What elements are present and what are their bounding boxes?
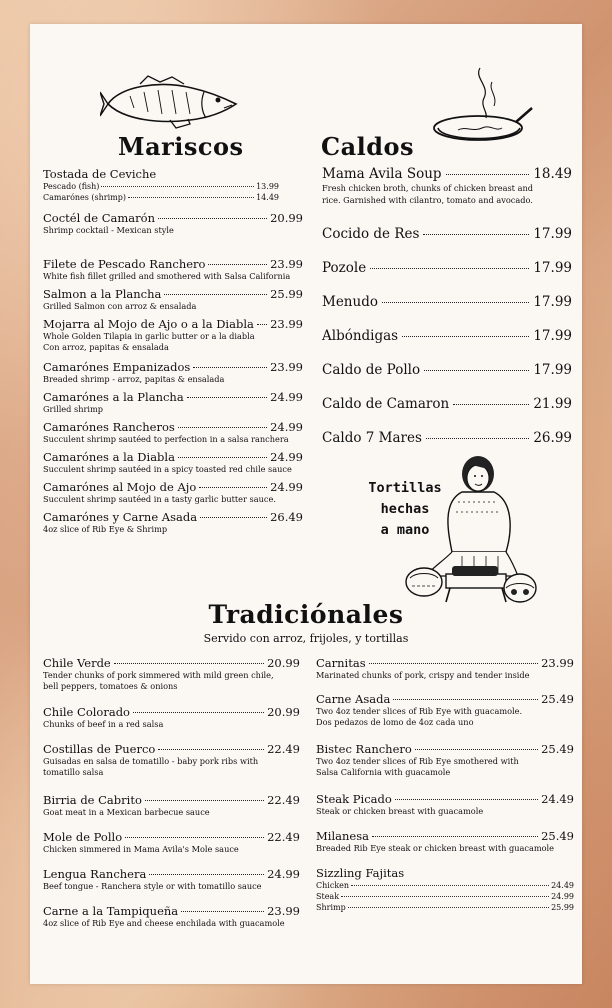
pan-icon <box>430 66 534 148</box>
menu-item: Camarónes a la Plancha 24.99 Grilled shrimp <box>43 390 303 414</box>
menu-item: Chile Verde 20.99 Tender chunks of pork simmered with mild green chile, bell peppers, tomatoes & onions <box>43 656 300 691</box>
fish-icon <box>100 74 242 130</box>
menu-item: Camarónes al Mojo de Ajo 24.99 Succulent shrimp sautéed in a tasty garlic butter sauce. <box>43 480 303 504</box>
menu-item: Camarónes a la Diabla 24.99 Succulent shrimp sautéed in a spicy toasted red chile sauce <box>43 450 303 474</box>
tortillas-callout: Tortillas hechas a mano <box>368 480 442 538</box>
menu-item: Filete de Pescado Ranchero 23.99 White fish fillet grilled and smothered with Salsa California <box>43 257 303 281</box>
menu-item: Camarónes Empanizados 23.99 Breaded shrimp - arroz, papitas & ensalada <box>43 360 303 384</box>
menu-item: Albóndigas 17.99 <box>322 328 572 344</box>
menu-item: Chile Colorado 20.99 Chunks of beef in a red salsa <box>43 705 300 729</box>
menu-item: Mama Avila Soup 18.49 Fresh chicken broth, chunks of chicken breast and rice. Garnished with cilantro, tomato and avocado. <box>322 166 572 205</box>
tradicionales-heading: Tradiciónales <box>208 600 404 629</box>
tradicionales-subtitle: Servido con arroz, frijoles, y tortillas <box>203 632 409 645</box>
menu-item: Pozole 17.99 <box>322 260 572 276</box>
sub-item: Chicken 24.49 <box>316 881 574 890</box>
menu-item: Salmon a la Plancha 25.99 Grilled Salmon con arroz & ensalada <box>43 287 303 311</box>
menu-item: Lengua Ranchera 24.99 Beef tongue - Ranchera style or with tomatillo sauce <box>43 867 300 891</box>
menu-item: Cocido de Res 17.99 <box>322 226 572 242</box>
menu-item: Steak Picado 24.49 Steak or chicken breast with guacamole <box>316 792 574 816</box>
sub-item: Steak 24.99 <box>316 892 574 901</box>
menu-item: Carne Asada 25.49 Two 4oz tender slices of Rib Eye with guacamole. Dos pedazos de lomo de 4oz cada uno <box>316 692 574 727</box>
menu-item: Costillas de Puerco 22.49 Guisadas en salsa de tomatillo - baby pork ribs with tomatillo salsa <box>43 742 300 777</box>
menu-item: Coctél de Camarón 20.99 Shrimp cocktail - Mexican style <box>43 211 303 235</box>
menu-item: Mole de Pollo 22.49 Chicken simmered in Mama Avila's Mole sauce <box>43 830 300 854</box>
menu-item <box>43 167 279 203</box>
menu-item: Carne a la Tampiqueña 23.99 4oz slice of Rib Eye and cheese enchilada with guacamole <box>43 904 300 928</box>
item-name: Tostada de Ceviche <box>43 167 157 181</box>
sub-item: Camarónes (shrimp) 14.49 <box>43 193 279 202</box>
mariscos-heading: Mariscos <box>118 132 244 161</box>
sub-item: Shrimp 25.99 <box>316 903 574 912</box>
menu-item: Mojarra al Mojo de Ajo o a la Diabla 23.99 Whole Golden Tilapia in garlic butter or a la diabla Con arroz, papitas & ensalada <box>43 317 303 352</box>
menu-item: Caldo de Pollo 17.99 <box>322 362 572 378</box>
tortilla-maker-illustration <box>402 452 538 608</box>
menu-item: Bistec Ranchero 25.49 Two 4oz tender slices of Rib Eye smothered with Salsa California with guacamole <box>316 742 574 777</box>
menu-item: Carnitas 23.99 Marinated chunks of pork, crispy and tender inside <box>316 656 574 680</box>
menu-item: Caldo de Camaron 21.99 <box>322 396 572 412</box>
caldos-heading: Caldos <box>321 132 415 161</box>
menu-item: Milanesa 25.49 Breaded Rib Eye steak or chicken breast with guacamole <box>316 829 574 853</box>
sub-item: Pescado (fish) 13.99 <box>43 182 279 191</box>
menu-item: Menudo 17.99 <box>322 294 572 310</box>
menu-item: Camarónes y Carne Asada 26.49 4oz slice of Rib Eye & Shrimp <box>43 510 303 534</box>
menu-item: Camarónes Rancheros 24.99 Succulent shrimp sautéed to perfection in a salsa ranchera <box>43 420 303 444</box>
menu-item: Caldo 7 Mares 26.99 <box>322 430 572 446</box>
menu-item: Birria de Cabrito 22.49 Goat meat in a Mexican barbecue sauce <box>43 793 300 817</box>
menu-item: Sizzling Fajitas Chicken 24.49 Steak 24.99 Shrimp 25.99 <box>316 866 574 912</box>
